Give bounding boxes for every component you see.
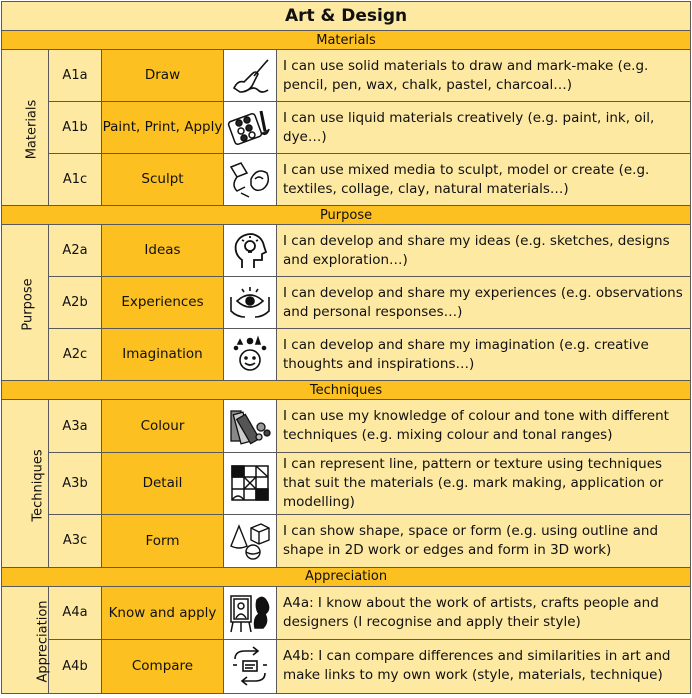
skill-name: Compare	[102, 639, 224, 693]
skill-code: A1a	[49, 50, 102, 102]
skill-name: Experiences	[102, 277, 224, 329]
section-header-materials: Materials	[2, 31, 691, 50]
skill-description: I can use liquid materials creatively (e.g. paint, ink, oil, dye…)	[277, 102, 691, 154]
side-label-appreciation: Appreciation	[2, 586, 49, 693]
skill-description: I can develop and share my imagination (e.g. creative thoughts and inspirations…)	[277, 329, 691, 381]
skill-name: Draw	[102, 50, 224, 102]
pattern-grid-icon	[224, 453, 277, 515]
skill-name: Ideas	[102, 225, 224, 277]
colour-swatches-icon	[224, 400, 277, 453]
skill-name: Detail	[102, 453, 224, 515]
skill-code: A2c	[49, 329, 102, 381]
skill-name: Know and apply	[102, 586, 224, 639]
section-header-purpose: Purpose	[2, 206, 691, 225]
skill-code: A1c	[49, 154, 102, 206]
skill-code: A3a	[49, 400, 102, 453]
skill-code: A1b	[49, 102, 102, 154]
skill-description: I can show shape, space or form (e.g. using outline and shape in 2D work or edges and form in 3D work)	[277, 514, 691, 567]
skill-code: A2b	[49, 277, 102, 329]
section-header-appreciation: Appreciation	[2, 567, 691, 586]
skill-name: Paint, Print, Apply	[102, 102, 224, 154]
art-design-table	[1, 1, 691, 694]
compare-arrows-icon	[224, 639, 277, 693]
gallery-easel-icon	[224, 586, 277, 639]
skill-code: A4b	[49, 639, 102, 693]
side-label-purpose: Purpose	[2, 225, 49, 381]
eye-hands-icon	[224, 277, 277, 329]
hand-drawing-icon	[224, 50, 277, 102]
skill-description: I can develop and share my ideas (e.g. sketches, designs and exploration…)	[277, 225, 691, 277]
skill-code: A2a	[49, 225, 102, 277]
skill-name: Colour	[102, 400, 224, 453]
skill-description: I can represent line, pattern or texture using techniques that suit the materials (e.g. mark making, application or modelling)	[277, 453, 691, 515]
side-label-techniques: Techniques	[2, 400, 49, 568]
skill-code: A3b	[49, 453, 102, 515]
skill-code: A4a	[49, 586, 102, 639]
head-stars-icon	[224, 329, 277, 381]
skill-name: Imagination	[102, 329, 224, 381]
sculpture-icon	[224, 154, 277, 206]
table-title: Art & Design	[2, 2, 691, 31]
head-lightbulb-icon	[224, 225, 277, 277]
section-header-techniques: Techniques	[2, 381, 691, 400]
skill-description: I can develop and share my experiences (e.g. observations and personal responses…)	[277, 277, 691, 329]
skill-description: A4b: I can compare differences and similarities in art and make links to my own work (style, materials, technique)	[277, 639, 691, 693]
skill-name: Sculpt	[102, 154, 224, 206]
side-label-materials: Materials	[2, 50, 49, 206]
skill-name: Form	[102, 514, 224, 567]
skill-description: I can use solid materials to draw and mark-make (e.g. pencil, pen, wax, chalk, pastel, charcoal…)	[277, 50, 691, 102]
skill-description: I can use mixed media to sculpt, model or create (e.g. textiles, collage, clay, natural materials…)	[277, 154, 691, 206]
paint-palette-icon	[224, 102, 277, 154]
skill-code: A3c	[49, 514, 102, 567]
skill-description: I can use my knowledge of colour and tone with different techniques (e.g. mixing colour and tonal ranges)	[277, 400, 691, 453]
skill-description: A4a: I know about the work of artists, crafts people and designers (I recognise and apply their style)	[277, 586, 691, 639]
shapes-3d-icon	[224, 514, 277, 567]
